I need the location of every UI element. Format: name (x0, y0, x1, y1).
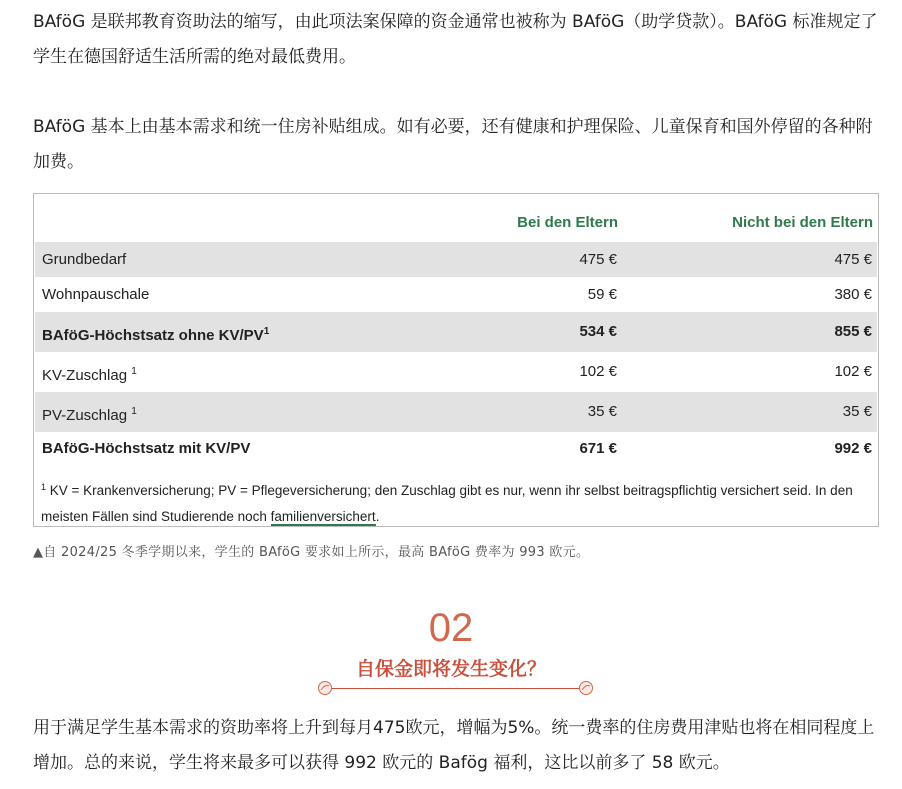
row-value-with-parents: 35 € (587, 403, 617, 420)
row-label: KV-Zuschlag $^1$ (42, 366, 137, 384)
row-label: BAföG-Höchstsatz ohne $KV/PV^1$ (42, 326, 270, 344)
row-value-away-from-parents: 855 € (834, 323, 872, 340)
row-value-away-from-parents: 380 € (834, 286, 872, 303)
footnote-marker: 1 (131, 366, 137, 377)
column-header-nicht-bei-den-eltern: Nicht bei den Eltern (732, 214, 873, 231)
row-label: Grundbedarf (42, 251, 127, 268)
footnote-number: 1 (41, 482, 47, 492)
flower-ornament-icon (578, 680, 594, 696)
footnote-text: KV = Krankenversicherung; PV = Pflegeversicherung; den Zuschlag gibt es nur, wenn ihr selbst beitragspflichtig versichert seid. In den meisten Fällen sind Studierende noch (41, 483, 853, 524)
row-value-away-from-parents: 992 € (834, 440, 872, 457)
table-row (35, 277, 877, 312)
outro-paragraph: 用于满足学生基本需求的资助率将上升到每月475欧元，增幅为5%。统一费率的住房费用津贴也将在相同程度上增加。总的来说，学生将来最多可以获得 992 欧元的 Bafög 福利，这比以前多了 58 欧元。 (33, 718, 875, 773)
row-value-away-from-parents: 35 € (842, 403, 872, 420)
row-value-away-from-parents: 102 € (834, 363, 872, 380)
footnote-marker: 1 (263, 326, 270, 337)
section-title: 自保金即将发生变化？ (355, 658, 546, 680)
footnote-marker: 1 (131, 406, 137, 417)
row-value-with-parents: 475 € (579, 251, 617, 268)
row-label: PV-Zuschlag $^1$ (42, 406, 137, 424)
table-row (35, 312, 877, 352)
flower-ornament-icon (317, 680, 333, 696)
table-footnote (41, 474, 871, 530)
table-caption: ▲自 2024/25 冬季学期以来，学生的 BAföG 要求如上所示，最高 BAföG 费率为 993 欧元。 (33, 545, 590, 560)
table-row (35, 432, 877, 466)
table-row (35, 352, 877, 392)
row-value-with-parents: 534 € (579, 323, 617, 340)
row-label: Wohnpauschale (42, 286, 150, 303)
column-header-bei-den-eltern: Bei den Eltern (517, 214, 618, 231)
familienversichert-link[interactable]: familienversichert (270, 509, 376, 524)
intro-paragraph-2: BAföG 基本上由基本需求和统一住房补贴组成。如有必要，还有健康和护理保险、儿童保育和国外停留的各种附加费。 (33, 117, 873, 172)
row-value-with-parents: 102 € (579, 363, 617, 380)
intro-paragraph-1: BAföG 是联邦教育资助法的缩写，由此项法案保障的资金通常也被称为 BAföG（助学贷款）。BAföG 标准规定了学生在德国舒适生活所需的绝对最低费用。 (33, 12, 878, 67)
table-row (35, 392, 877, 432)
footnote-end: . (375, 509, 380, 524)
row-value-with-parents: 59 € (587, 286, 617, 303)
row-value-with-parents: 671 € (579, 440, 617, 457)
row-label: BAföG-Höchstsatz mit KV/PV (42, 440, 251, 457)
row-value-away-from-parents: 475 € (834, 251, 872, 268)
bafoeg-rates-table (33, 193, 879, 527)
table-row (35, 242, 877, 277)
section-number: 02 (428, 606, 474, 650)
section-divider (330, 688, 590, 689)
